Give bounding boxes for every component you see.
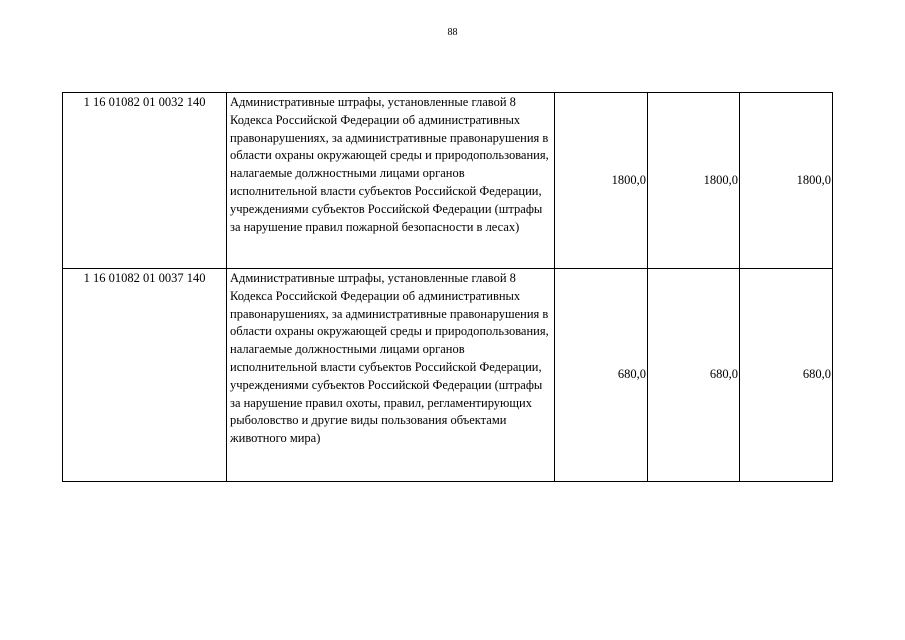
value-cell-1: 680,0: [555, 269, 648, 482]
budget-code-cell: 1 16 01082 01 0032 140: [63, 93, 227, 269]
value-cell-1: 1800,0: [555, 93, 648, 269]
value-cell-3: 1800,0: [740, 93, 833, 269]
budget-table: [62, 92, 833, 482]
budget-code-cell: 1 16 01082 01 0037 140: [63, 269, 227, 482]
value-cell-2: 1800,0: [648, 93, 740, 269]
value-cell-2: 680,0: [648, 269, 740, 482]
table-row: [63, 269, 833, 482]
value-cell-3: 680,0: [740, 269, 833, 482]
table-row: [63, 93, 833, 269]
description-cell: Административные штрафы, установленные главой 8 Кодекса Российской Федерации об административных правонарушениях, за административные правонарушения в области охраны окружающей среды и природопользования, налагаемые должностными лицами органов исполнительной власти субъектов Российской Федерации, учреждениями субъектов Российской Федерации (штрафы за нарушение правил пожарной безопасности в лесах): [227, 93, 555, 269]
page-number: 88: [447, 27, 458, 38]
description-cell: Административные штрафы, установленные главой 8 Кодекса Российской Федерации об административных правонарушениях, за административные правонарушения в области охраны окружающей среды и природопользования, налагаемые должностными лицами органов исполнительной власти субъектов Российской Федерации, учреждениями субъектов Российской Федерации (штрафы за нарушение правил охоты, правил, регламентирующих рыболовство и другие виды пользования объектами животного мира): [227, 269, 555, 482]
